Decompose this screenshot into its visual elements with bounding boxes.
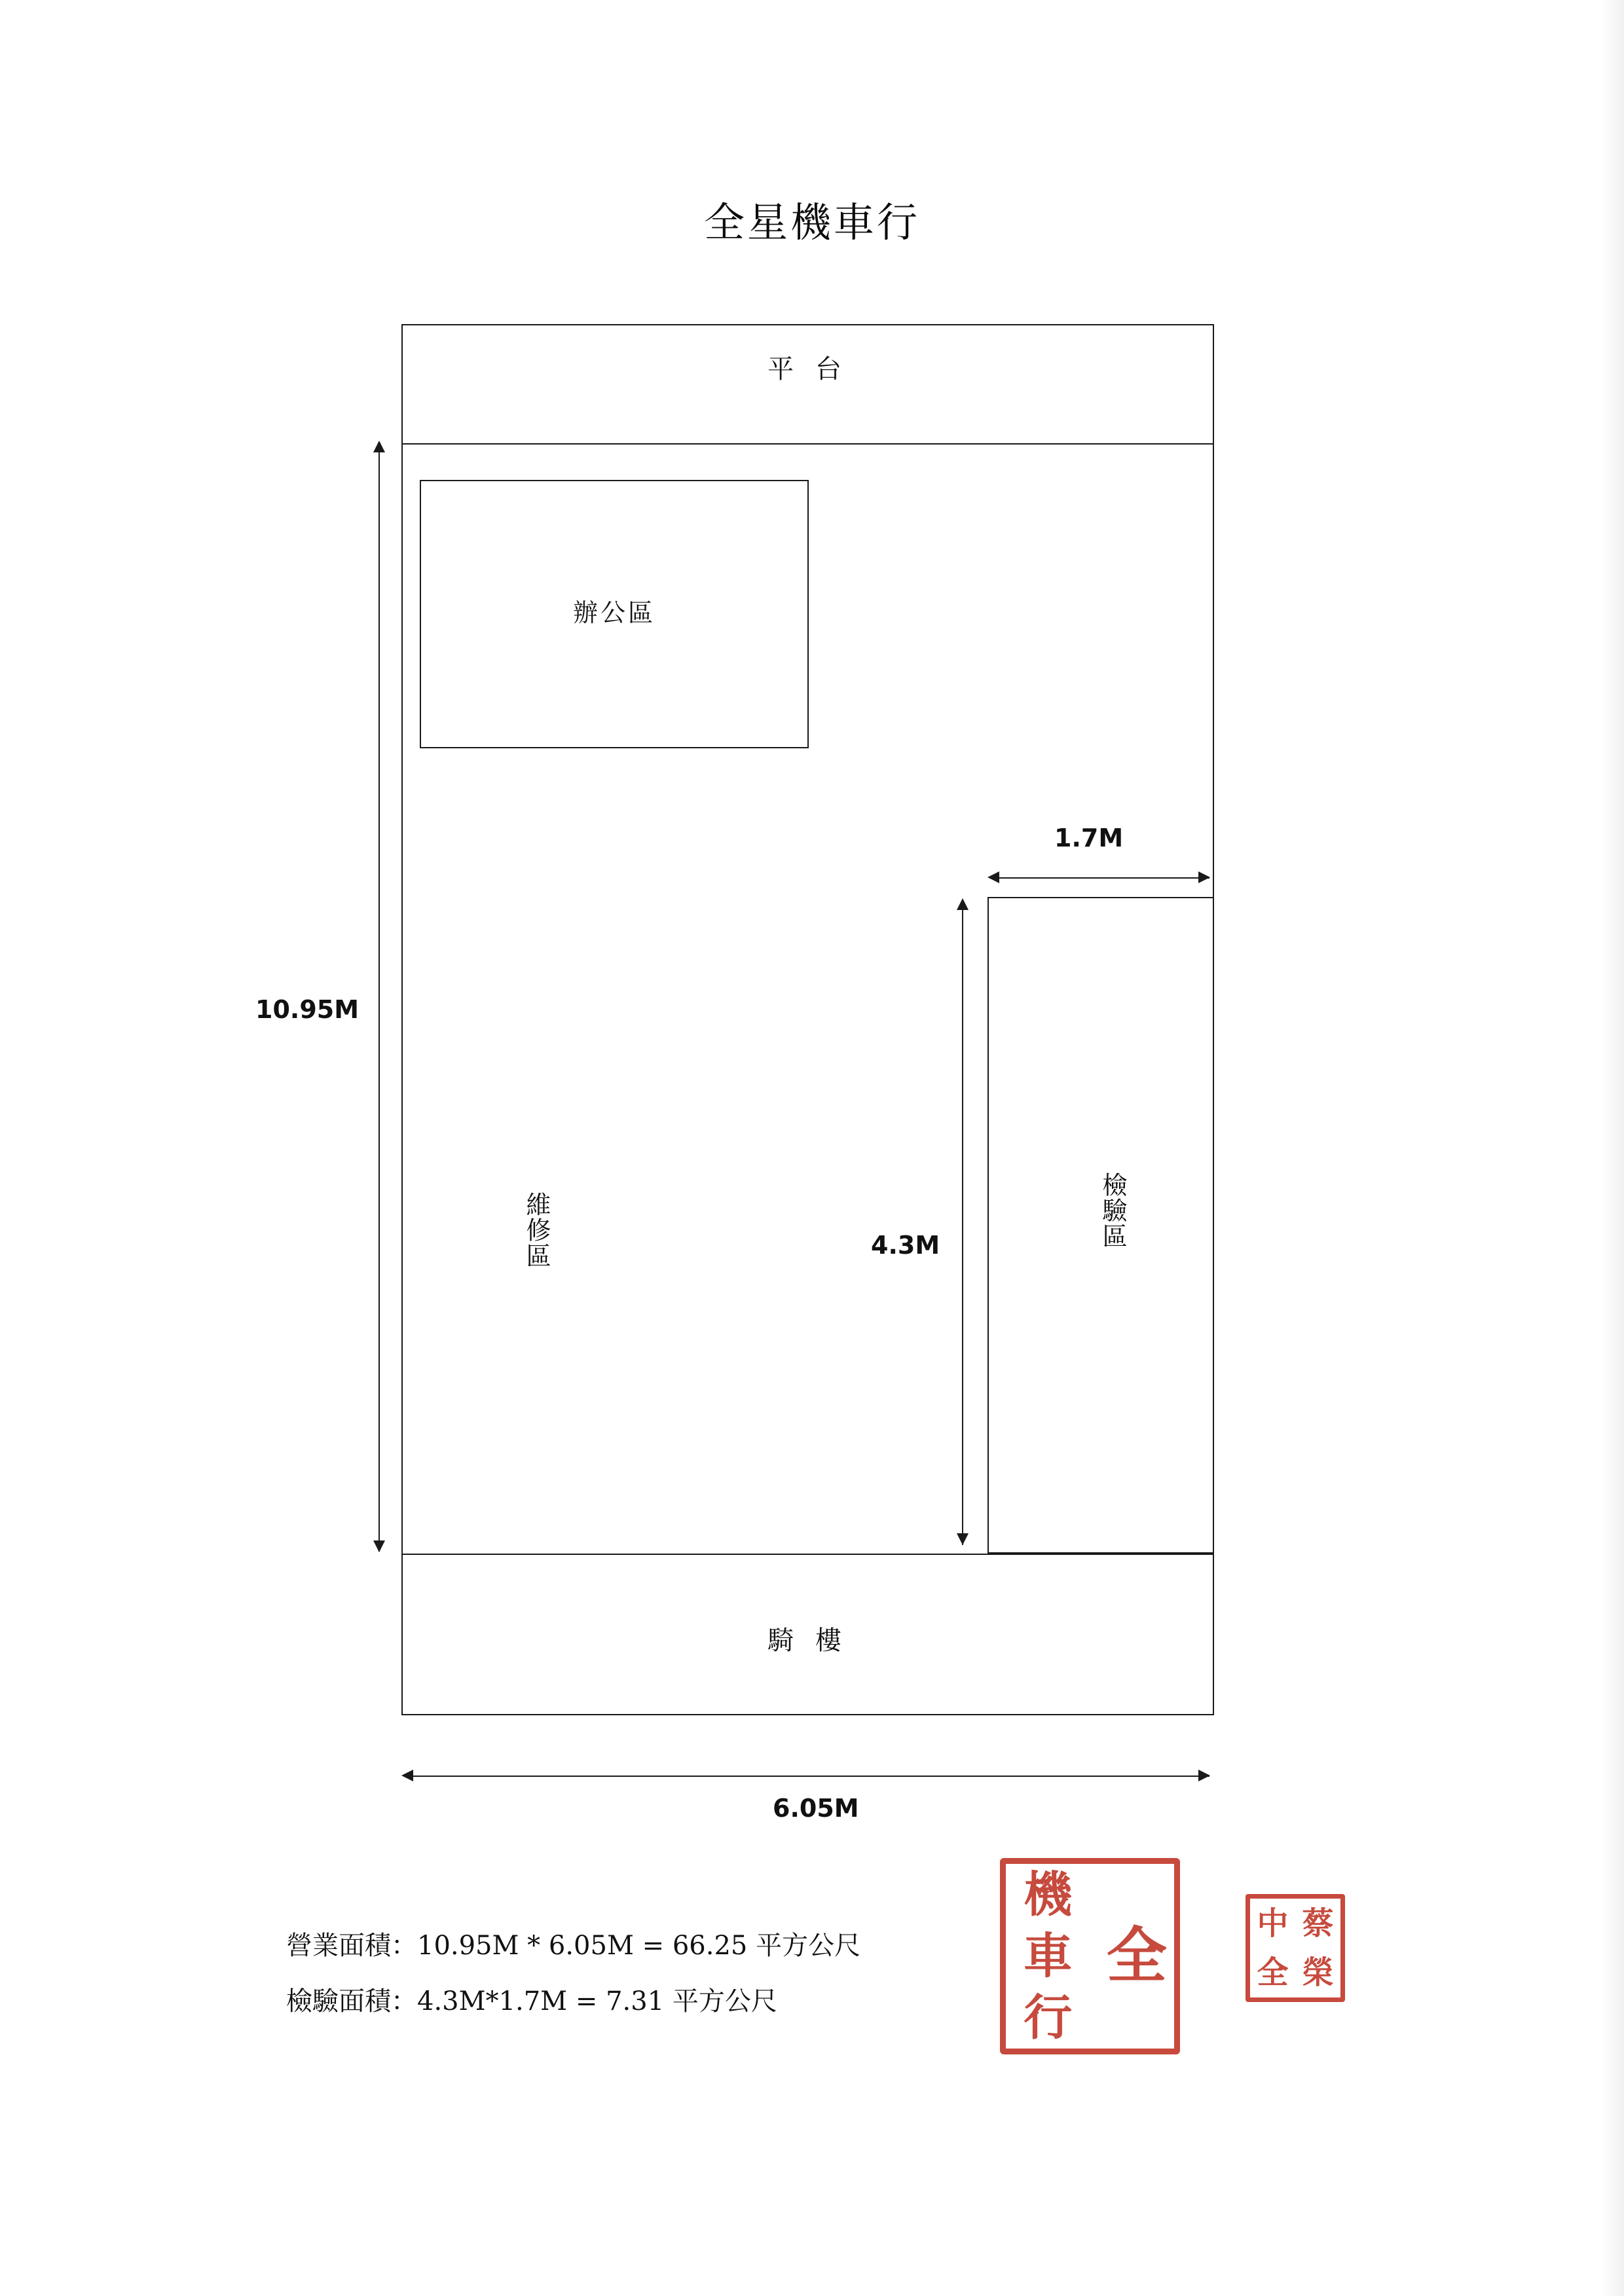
personal-seal-char: 蔡 [1302, 1904, 1334, 1942]
dimension-inspection-width-text: 1.7M [1054, 824, 1124, 852]
zone-repair-label: 維修區 [522, 1192, 551, 1268]
arrow-down-icon [373, 1540, 385, 1552]
dimension-line-overall-width [406, 1776, 1209, 1777]
arrow-up-icon [957, 898, 969, 910]
personal-seal-char: 榮 [1302, 1954, 1334, 1992]
arrow-down-icon [957, 1533, 969, 1545]
dimension-line-overall-height [378, 452, 380, 1552]
dimension-inspection-height-text: 4.3M [871, 1231, 940, 1260]
zone-platform-label: 平 台 [767, 354, 848, 384]
dimension-line-inspection-width [992, 877, 1209, 879]
personal-seal-char: 中 [1257, 1904, 1289, 1942]
arrow-right-icon [1198, 871, 1210, 883]
arrow-right-icon [1198, 1770, 1210, 1781]
personal-seal-char: 全 [1257, 1954, 1289, 1992]
note-business-area: 營業面積：10.95M * 6.05M = 66.25 平方公尺 [286, 1931, 861, 1961]
company-seal-char: 全 [1096, 1923, 1168, 1989]
dimension-overall-width-text: 6.05M [773, 1794, 859, 1823]
note-inspection-area: 檢驗面積：4.3M*1.7M = 7.31 平方公尺 [286, 1986, 777, 2016]
company-seal-char: 車 [1024, 1928, 1073, 1984]
dimension-overall-height-text: 10.95M [255, 995, 360, 1024]
zone-arcade-label: 騎 樓 [767, 1626, 848, 1656]
dimension-line-inspection-height [962, 910, 963, 1545]
company-seal-char: 行 [1024, 1990, 1073, 2046]
zone-inspection-label: 檢驗區 [1098, 1172, 1127, 1248]
arrow-left-icon [401, 1770, 413, 1781]
arrow-up-icon [373, 441, 385, 452]
personal-seal [1246, 1894, 1345, 2002]
zone-office-label: 辦公區 [572, 598, 655, 627]
page-title: 全星機車行 [703, 198, 920, 246]
company-seal [1000, 1858, 1180, 2054]
company-seal-char: 機 [1024, 1867, 1073, 1923]
arrow-left-icon [987, 871, 999, 883]
